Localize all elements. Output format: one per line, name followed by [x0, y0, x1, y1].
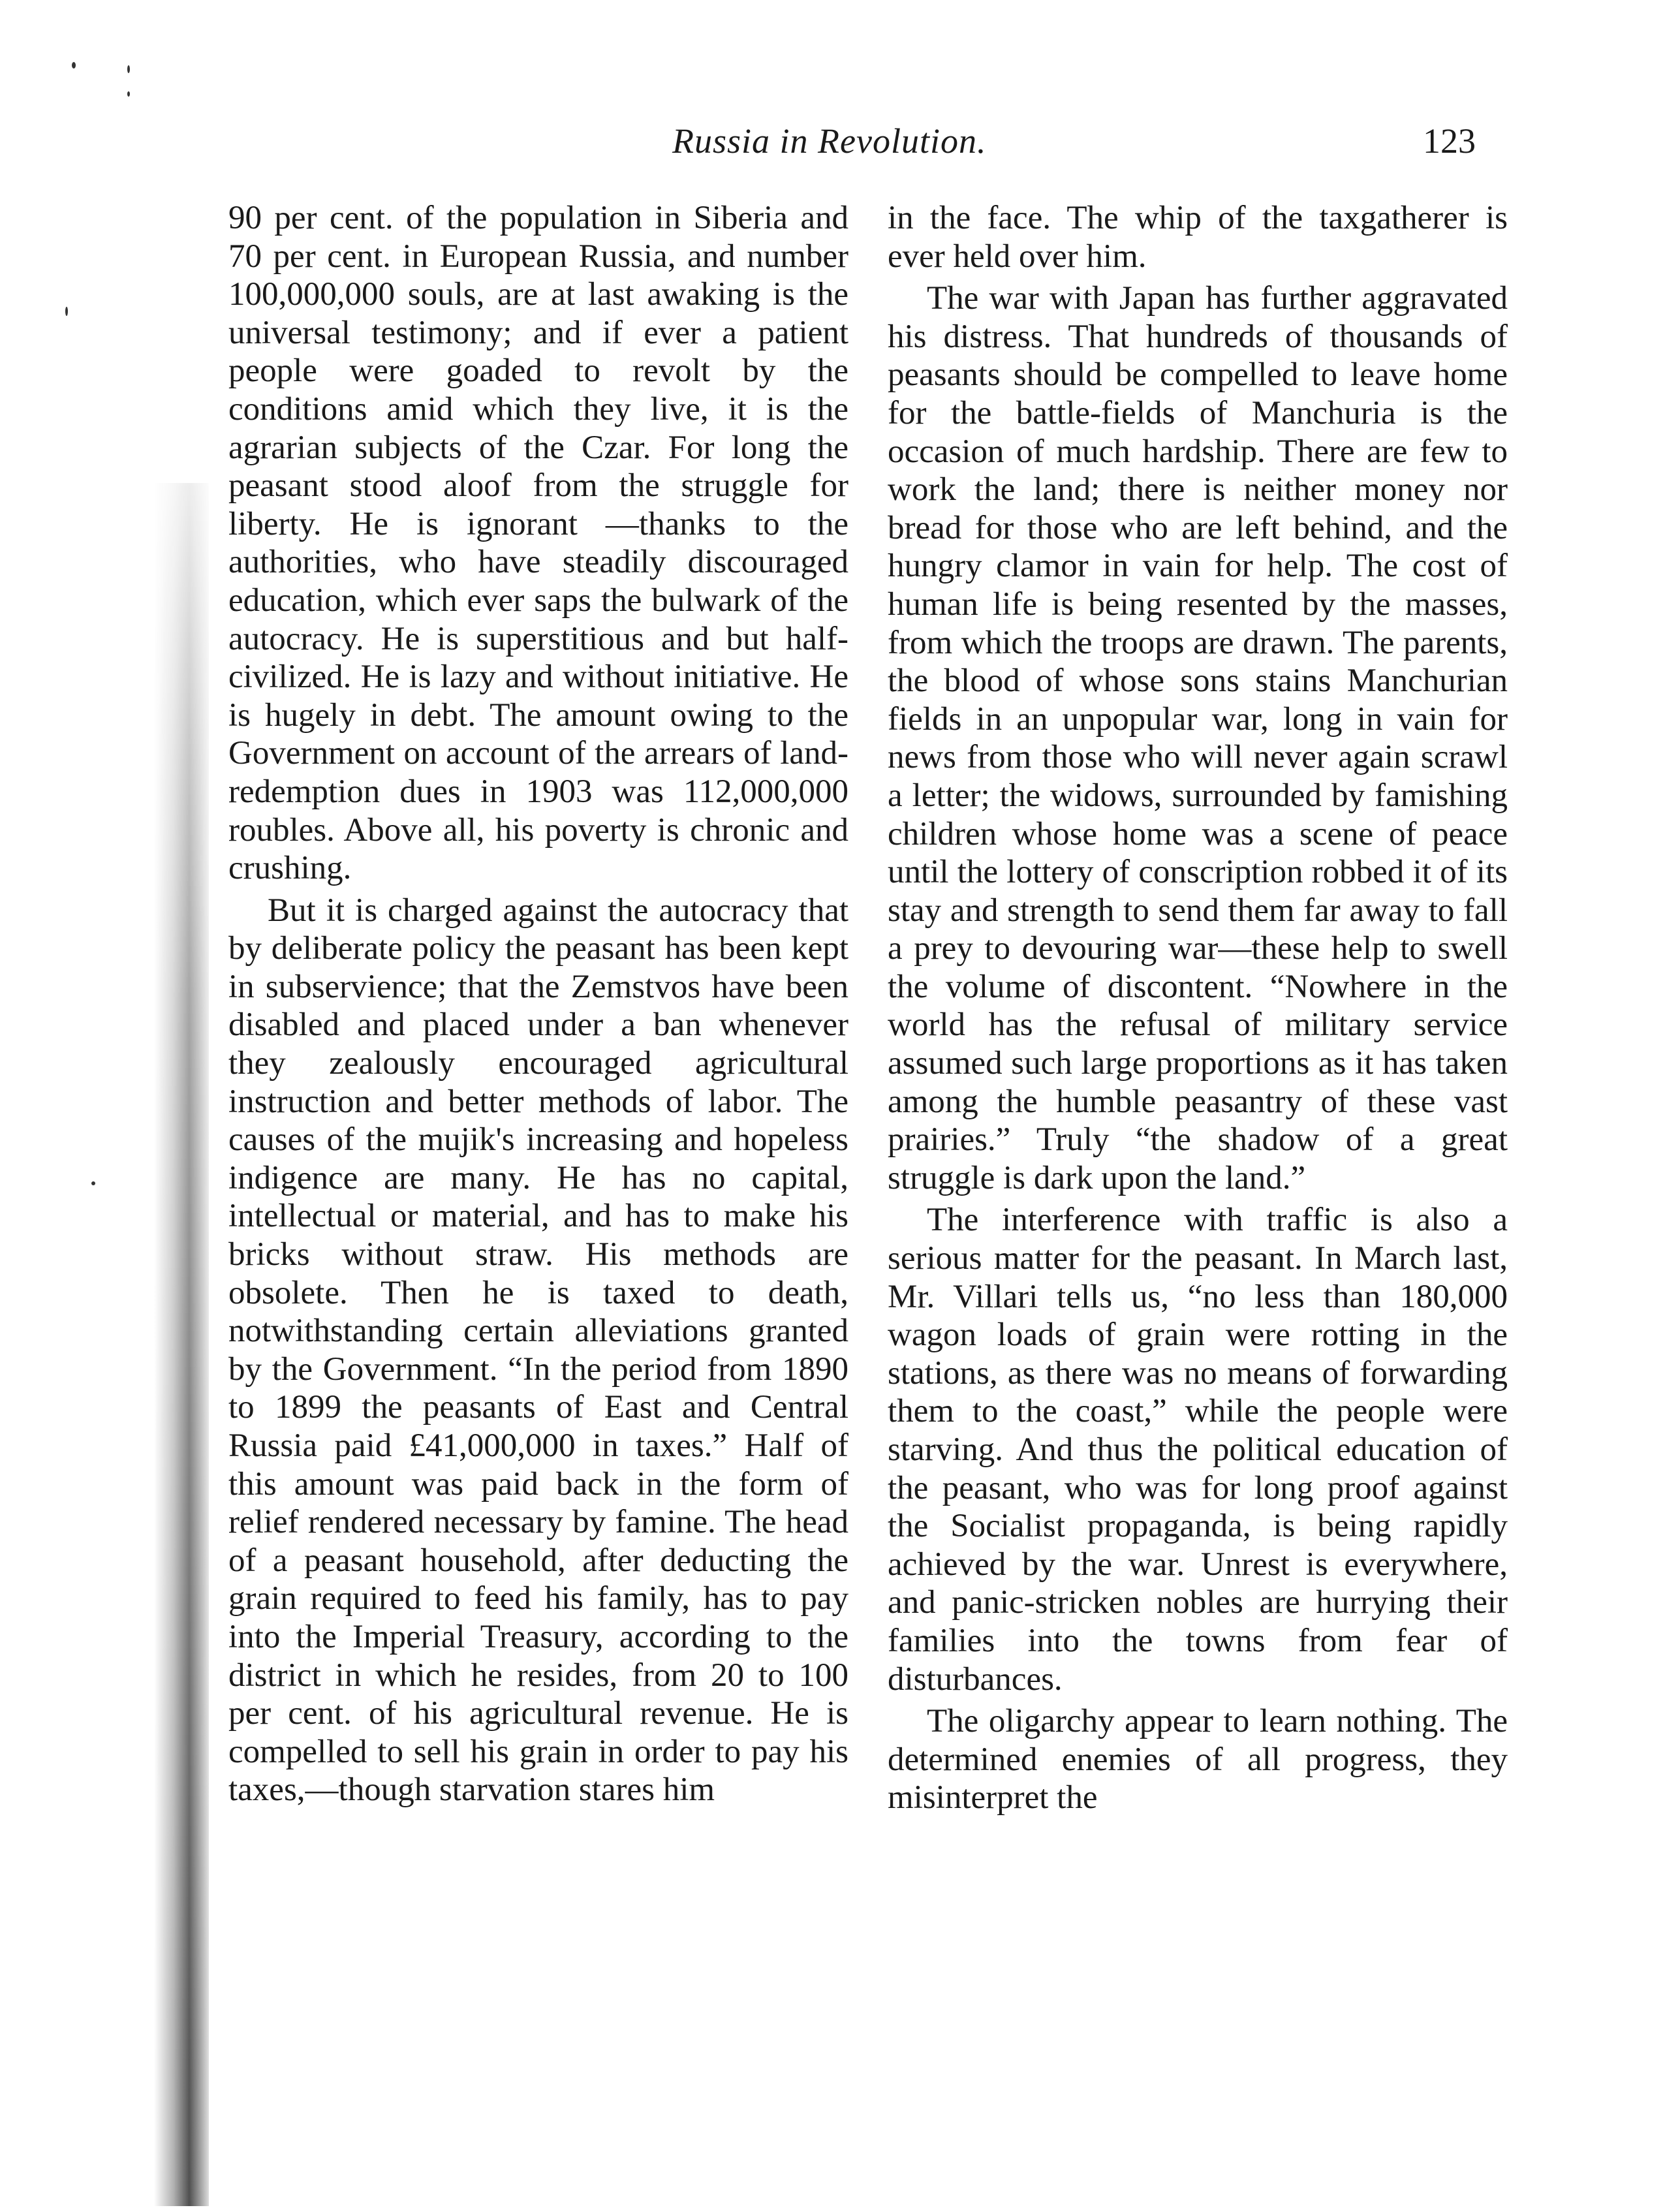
paragraph: The war with Japan has further aggravated his distress. That hundreds of thousands of peasants should be compelled to leave home for the battle-fields of Manchuria is the occasion of much hardship. There are few to work the land; there is neither money nor bread for those who are left behind, and the hungry clamor in vain for help. The cost of human life is being resented by the masses, from which the troops are drawn. The parents, the blood of whose sons stains Manchurian fields in an unpopular war, long in vain for news from those who will never again scrawl a letter; the widows, surrounded by famishing children whose home was a scene of peace until the lottery of conscription robbed it of its stay and strength to send them far away to fall a prey to devouring war—these help to swell the volume of discontent. “Nowhere in the world has the refusal of military service assumed such large proportions as it has taken among the humble peasantry of these vast prairies.” Truly “the shadow of a great struggle is dark upon the land.” [888, 280, 1508, 1196]
scan-speck [127, 65, 130, 73]
page-number: 123 [1423, 121, 1476, 161]
paragraph: in the face. The whip of the taxgatherer is ever held over him. [888, 200, 1508, 275]
binding-gutter-shadow [131, 483, 209, 2206]
paragraph: 90 per cent. of the population in Siberia and 70 per cent. in European Russia, and number 100,000,000 souls, are at last awaking is the universal testimony; and if ever a patient people were goaded to revolt by the conditions amid which they live, it is the agrarian subjects of the Czar. For long the peasant stood aloof from the struggle for liberty. He is ignorant —thanks to the authorities, who have steadily discouraged education, which ever saps the bulwark of the autocracy. He is superstitious and but half-civilized. He is lazy and without initiative. He is hugely in debt. The amount owing to the Government on account of the arrears of land-redemption dues in 1903 was 112,000,000 roubles. Above all, his poverty is chronic and crushing. [228, 200, 848, 887]
scan-speck [91, 1181, 95, 1185]
paragraph: The interference with traffic is also a serious matter for the peasant. In March last, Mr. Villari tells us, “no less than 180,000 wagon loads of grain were rotting in the stations, as there was no means of forwarding them to the coast,” while the people were starving. And thus the political education of the peasant, who was for long proof against the Socialist propaganda, is being rapidly achieved by the war. Unrest is everywhere, and panic-stricken nobles are hurrying their families into the towns from fear of disturbances. [888, 1202, 1508, 1698]
page-header [0, 121, 1680, 173]
right-column [888, 199, 1508, 1817]
left-column [228, 199, 848, 1809]
scan-speck [65, 307, 68, 316]
paragraph: The oligarchy appear to learn nothing. The determined enemies of all progress, they misinterpret the [888, 1703, 1508, 1816]
paragraph: But it is charged against the autocracy that by deliberate policy the peasant has been kept in subservience; that the Zemstvos have been disabled and placed under a ban whenever they zealously encouraged agricultural instruction and better methods of labor. The causes of the mujik's increasing and hopeless indigence are many. He has no capital, intellectual or material, and has to make his bricks without straw. His methods are obsolete. Then he is taxed to death, notwithstanding certain alleviations granted by the Government. “In the period from 1890 to 1899 the peasants of East and Central Russia paid £41,000,000 in taxes.” Half of this amount was paid back in the form of relief rendered necessary by famine. The head of a peasant household, after deducting the grain required to feed his family, has to pay into the Imperial Treasury, according to the district in which he resides, from 20 to 100 per cent. of his agricultural revenue. He is compelled to sell his grain in order to pay his taxes,—though starvation stares him [228, 892, 848, 1809]
running-title: Russia in Revolution. [672, 121, 987, 161]
scan-speck [72, 62, 76, 69]
scan-speck [127, 91, 130, 97]
